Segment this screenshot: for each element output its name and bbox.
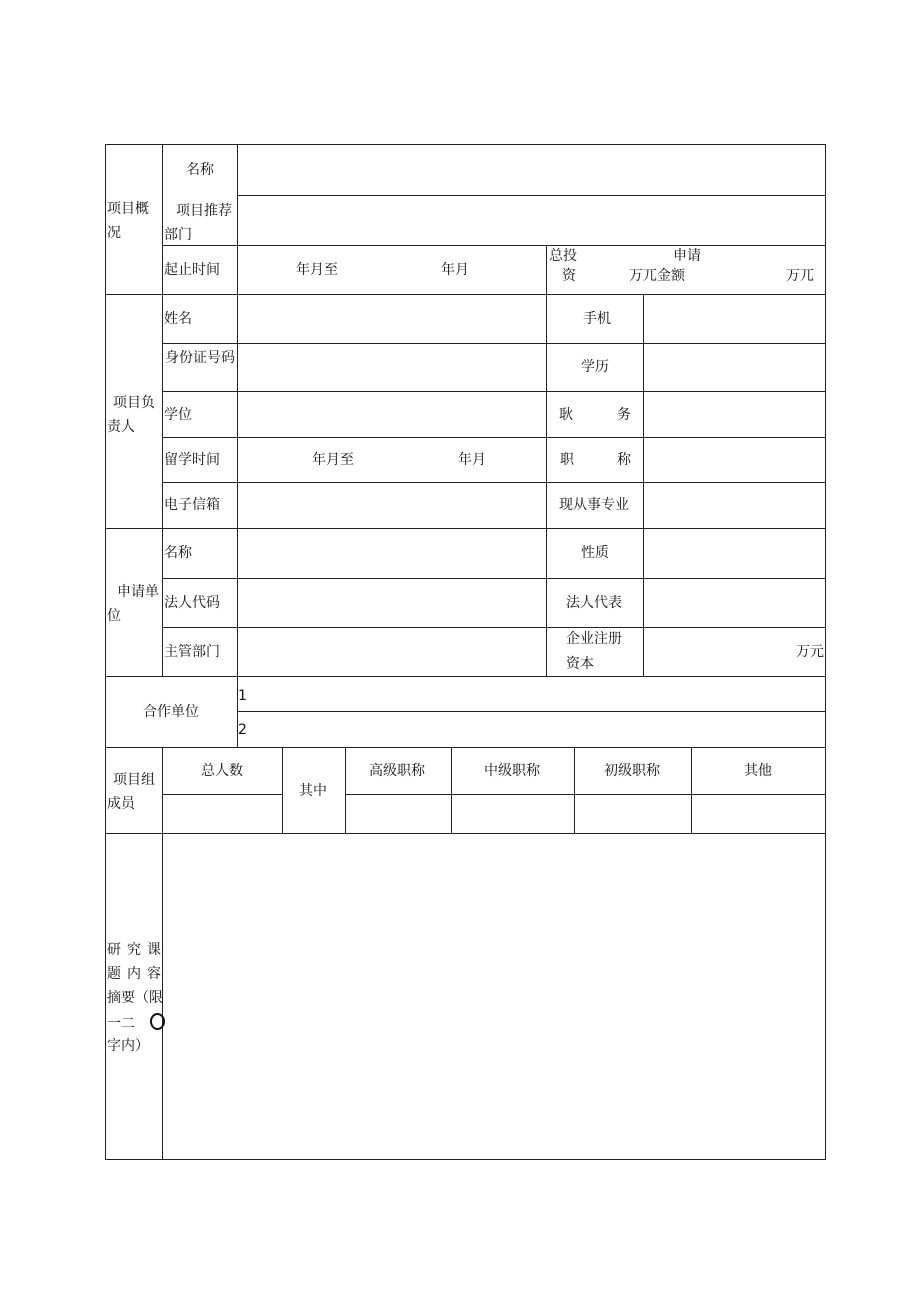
col-mb-1 [282,747,283,834]
col-mid-ov [546,245,547,295]
members-section-label: 项目组成员 [107,772,155,812]
rule-pt-bottom [105,747,826,748]
leader-post-a: 耿 [559,407,573,423]
rule-un-1 [162,578,826,579]
rule-un-bottom [105,676,826,677]
border-right [825,144,826,1160]
col-mid [546,294,547,677]
unit-dept-label: 主管部门 [164,644,220,660]
rule-mb-left [162,794,283,795]
summary-r2-c1: 题 [107,966,121,982]
leader-phone-label: 手机 [583,311,611,327]
partners-row-2: 2 [238,722,247,738]
unit-name-label: 名称 [164,545,192,561]
overview-wan-jine: 万兀金额 [629,268,685,284]
members-middle-label: 中级职称 [484,763,540,779]
border-top [105,144,826,145]
summary-r1-c1: 研 [107,942,121,958]
col-section-lower [162,747,163,1160]
summary-r2-c2: 内 [127,966,141,982]
overview-section-label: 项目概况 [107,201,149,241]
members-junior-label: 初级职称 [604,763,660,779]
summary-r3: 摘要（限 [107,990,163,1006]
leader-title-a: 职 [560,452,574,468]
leader-title-b: 称 [617,452,631,468]
overview-period-from: 年月至 [296,262,338,278]
leader-section-label: 项目负责人 [107,395,155,435]
border-bottom [105,1159,826,1160]
rule-ov-1 [237,195,826,196]
overview-dept-label: 项目推荐部门 [164,203,232,243]
zero-circle-icon [150,1013,165,1030]
leader-degree-label: 学位 [164,407,192,423]
partners-section-label: 合作单位 [143,704,199,720]
rule-ld-4 [162,482,826,483]
members-total-label: 总人数 [201,763,243,779]
unit-rep-label: 法人代表 [566,595,622,611]
summary-label [107,941,162,1061]
col-mb-4 [574,747,575,834]
border-left [105,144,106,1160]
members-senior-label: 高级职称 [369,763,425,779]
unit-section-label: 申请单位 [107,584,159,624]
overview-name-label: 名称 [186,162,214,178]
summary-r2-c3: 容 [147,966,161,982]
leader-email-label: 电子信箱 [164,497,220,513]
summary-r4-prefix: 一二 [107,1016,135,1032]
summary-r1-c3: 课 [147,942,161,958]
summary-r1-c2: 究 [127,942,141,958]
unit-capital-label: 企业注册资本 [566,631,622,672]
summary-r4 [107,1013,165,1033]
overview-total-invest-1: 总投 [549,248,577,264]
leader-edu-label: 学历 [581,359,609,375]
leader-study-label: 留学时间 [164,452,220,468]
unit-capital-unit: 万元 [796,644,824,660]
unit-nature-label: 性质 [581,545,609,561]
rule-un-2 [162,627,826,628]
leader-id-label: 身份证号码 [165,350,235,366]
overview-period-label: 起止时间 [164,262,220,278]
col-mb-5 [691,747,692,834]
rule-ld-bottom [105,528,826,529]
unit-code-label: 法人代码 [164,595,220,611]
col-mb-3 [451,747,452,834]
members-other-label: 其他 [744,763,772,779]
col-section [162,144,163,677]
overview-period-to: 年月 [441,262,469,278]
summary-r5: 字内） [107,1038,149,1054]
leader-study-to: 年月 [458,452,486,468]
overview-total-invest-2: 资 [562,268,576,284]
members-among-label: 其中 [299,783,327,799]
rule-ov-2 [162,245,826,246]
leader-name-label: 姓名 [164,311,192,327]
leader-post-b: 务 [617,407,631,423]
col-right [643,294,644,677]
rule-mb-bottom [105,833,826,834]
leader-study-from: 年月至 [312,452,354,468]
rule-ld-2 [162,391,826,392]
col-mb-2 [345,747,346,834]
partners-row-1: 1 [238,688,247,704]
rule-pt-1 [237,711,826,712]
rule-mb-right [345,794,826,795]
rule-ld-1 [162,343,826,344]
rule-ld-3 [162,437,826,438]
rule-ov-bottom [105,294,826,295]
leader-major-label: 现从事专业 [559,497,629,513]
overview-apply: 申请 [673,248,701,264]
overview-wan-end: 万兀 [786,268,814,284]
